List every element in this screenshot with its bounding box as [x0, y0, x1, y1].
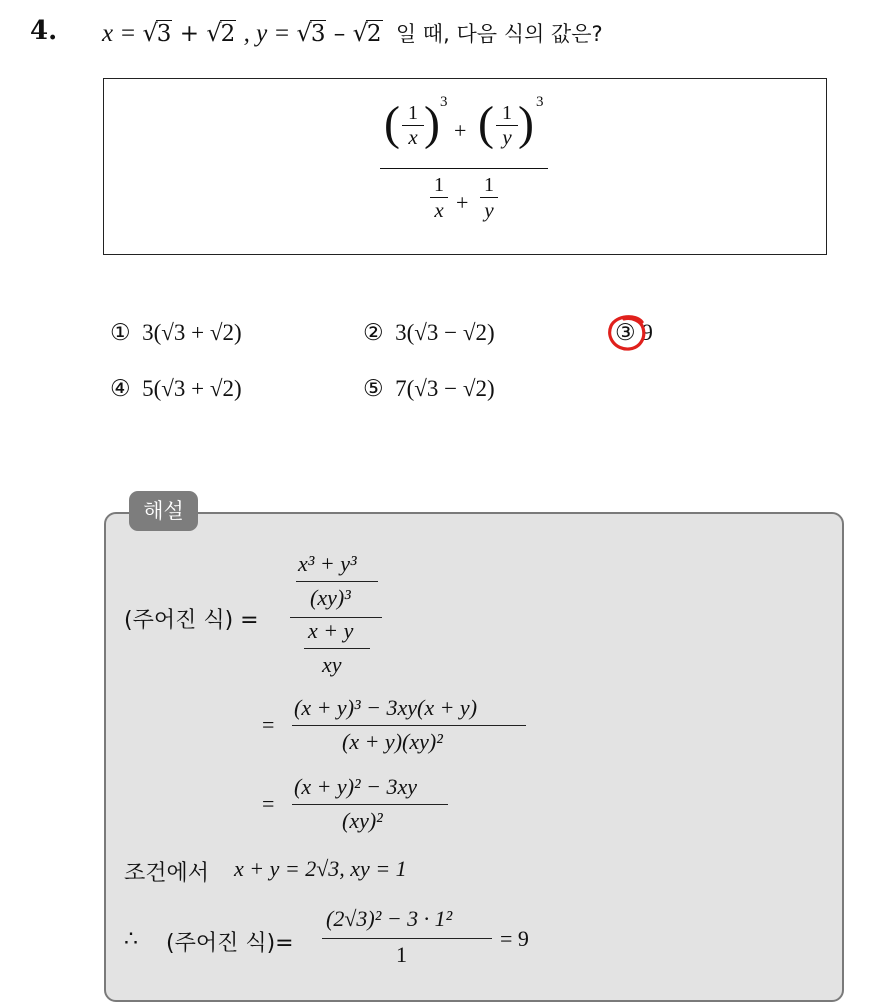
sqrt-2: √2 — [352, 19, 382, 47]
frac-one: 1 — [434, 174, 444, 196]
plus-sign: + — [454, 118, 467, 143]
exponent: 3 — [440, 94, 448, 110]
f4-denominator: 1 — [396, 942, 407, 967]
main-denominator — [426, 174, 506, 234]
frac-one: 1 — [502, 102, 512, 124]
frac-x: x — [434, 198, 444, 222]
problem-statement: x = √3 + √2 , y = √3 – √2 일 때, 다음 식의 값은? — [102, 19, 603, 47]
choice-3[interactable]: ③ 9 — [615, 320, 653, 345]
frac-one: 1 — [408, 102, 418, 124]
main-fraction-bar — [380, 168, 548, 169]
choice-1[interactable]: ① 3(√3 + √2) — [110, 320, 242, 345]
f1-inner-bar-top — [296, 581, 378, 582]
f2-denominator: (x + y)(xy)² — [342, 729, 443, 754]
f1-num-num: x³ + y³ — [298, 551, 357, 576]
f4-numerator: (2√3)² − 3 · 1² — [326, 906, 453, 931]
f1-inner-bar-bottom — [304, 648, 370, 649]
condition-label: 조건에서 — [124, 861, 210, 886]
f4-bar — [322, 938, 492, 939]
f3-numerator: (x + y)² − 3xy — [294, 774, 417, 799]
equals-2: = — [262, 712, 275, 737]
sqrt-2: √2 — [206, 19, 236, 47]
question-text: 일 때, 다음 식의 값은? — [395, 22, 603, 46]
solution-tag: 해설 — [129, 491, 198, 531]
frac-one: 1 — [484, 174, 494, 196]
f3-bar — [292, 804, 448, 805]
f1-den-den: xy — [322, 652, 342, 677]
answer-circle-mark — [606, 312, 648, 354]
condition-y: , y = — [243, 20, 297, 47]
choice-4[interactable]: ④ 5(√3 + √2) — [110, 376, 242, 401]
sqrt-3: √3 — [296, 19, 326, 47]
problem-number: 4. — [30, 16, 58, 46]
given-expression-label: (주어진 식) = — [124, 608, 259, 633]
f1-den-num: x + y — [308, 618, 354, 643]
equals-3: = — [262, 791, 275, 816]
frac-x: x — [408, 125, 418, 149]
given-expression-label-2: (주어진 식)= — [166, 931, 294, 956]
plus-sign: + — [456, 190, 469, 215]
final-result: = 9 — [500, 926, 529, 951]
f3-denominator: (xy)² — [342, 808, 383, 833]
therefore-symbol: ∴ — [124, 926, 138, 951]
f1-num-den: (xy)³ — [310, 585, 351, 610]
choice-2[interactable]: ② 3(√3 − √2) — [363, 320, 495, 345]
f2-numerator: (x + y)³ − 3xy(x + y) — [294, 695, 478, 720]
choice-5[interactable]: ⑤ 7(√3 − √2) — [363, 376, 495, 401]
condition-x: x = — [102, 20, 143, 47]
main-numerator: ( 1 x ) 3 + ( 1 y ) 3 — [384, 94, 544, 150]
exponent: 3 — [536, 94, 544, 110]
frac-y: y — [502, 125, 512, 149]
f2-bar — [292, 725, 526, 726]
condition-expression: x + y = 2√3, xy = 1 — [234, 856, 407, 881]
sqrt-3: √3 — [142, 19, 172, 47]
frac-y: y — [484, 198, 494, 222]
